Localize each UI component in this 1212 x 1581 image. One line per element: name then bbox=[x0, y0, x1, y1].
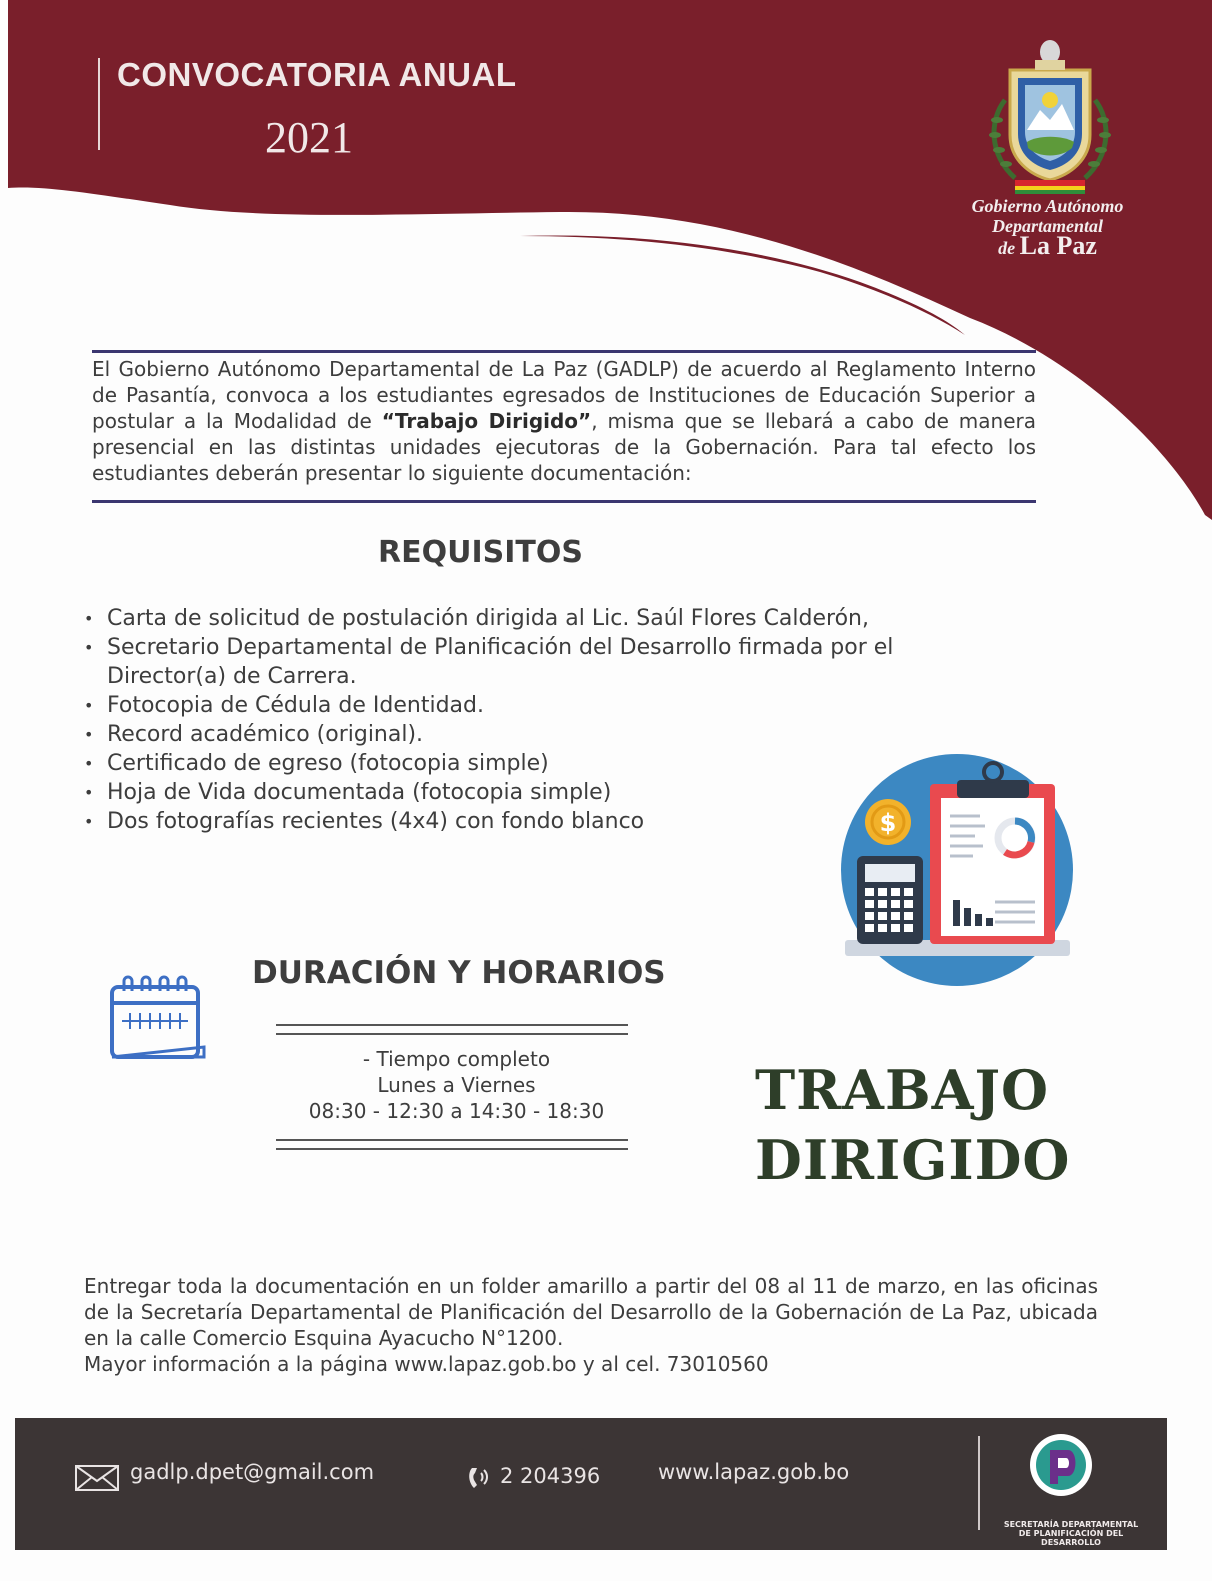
intro-paragraph bbox=[92, 356, 1036, 486]
svg-text:$: $ bbox=[879, 809, 897, 837]
organization-name bbox=[945, 196, 1150, 258]
org-name-la-paz: La Paz bbox=[1019, 231, 1097, 260]
requirement-text: Record académico (original). bbox=[107, 722, 424, 747]
intro-top-rule bbox=[92, 350, 1036, 353]
secretaria-name-line2: DE PLANIFICACIÓN DEL bbox=[1018, 1529, 1124, 1538]
phone-icon bbox=[466, 1464, 490, 1492]
secretaria-name-line1: SECRETARÍA DEPARTAMENTAL bbox=[1003, 1520, 1139, 1529]
convocatoria-year: 2021 bbox=[265, 113, 353, 162]
requirement-item bbox=[84, 749, 944, 778]
header-divider bbox=[98, 58, 100, 150]
bullet-icon: • bbox=[84, 638, 94, 657]
intro-text-start: El Gobierno Autónomo Departamental de La Paz (GADLP) de acuerdo al Reglamento Interno de Pasantía, convoca a los estudiantes egresados de Instituciones de Educación Superior a postular a la Modalidad de bbox=[92, 357, 1036, 433]
bullet-icon: • bbox=[84, 754, 94, 773]
intro-bottom-rule bbox=[92, 500, 1036, 503]
schedule-line-hours: 08:30 - 12:30 a 14:30 - 18:30 bbox=[308, 1099, 605, 1123]
intro-highlight: “Trabajo Dirigido” bbox=[381, 409, 592, 433]
envelope-icon bbox=[74, 1464, 120, 1492]
banner-line-dirigido: DIRIGIDO bbox=[755, 1128, 1071, 1192]
requirement-text: Carta de solicitud de postulación dirigida al Lic. Saúl Flores Calderón, bbox=[107, 606, 869, 631]
banner-line-trabajo: TRABAJO bbox=[755, 1058, 1050, 1122]
footer-phone[interactable]: 2 204396 bbox=[500, 1464, 601, 1488]
bullet-icon: • bbox=[84, 696, 94, 715]
schedule-line-days: Lunes a Viernes bbox=[377, 1073, 536, 1097]
requirement-text: Fotocopia de Cédula de Identidad. bbox=[107, 693, 484, 718]
requirements-title: REQUISITOS bbox=[378, 535, 583, 570]
requirement-item bbox=[84, 604, 944, 633]
org-name-line1: Gobierno Autónomo bbox=[971, 196, 1124, 216]
secretaria-logo-icon bbox=[1028, 1432, 1094, 1498]
requirement-text: Secretario Departamental de Planificación del Desarrollo firmada por el Director(a) de Carrera. bbox=[107, 635, 894, 689]
requirement-item bbox=[84, 633, 944, 691]
bullet-icon: • bbox=[84, 783, 94, 802]
secretaria-name-line3: DESARROLLO bbox=[1041, 1538, 1101, 1547]
bullet-icon: • bbox=[84, 812, 94, 831]
secretaria-name bbox=[996, 1520, 1146, 1547]
more-info-text: Mayor información a la página www.lapaz.gob.bo y al cel. 73010560 bbox=[84, 1352, 769, 1376]
requirements-list bbox=[84, 604, 944, 836]
org-name-prefix: de bbox=[998, 238, 1016, 258]
footer-email[interactable]: gadlp.dpet@gmail.com bbox=[130, 1460, 375, 1484]
org-name-line2: Departamental bbox=[992, 216, 1103, 236]
requirement-item bbox=[84, 778, 944, 807]
requirement-text: Hoja de Vida documentada (fotocopia simple) bbox=[107, 780, 612, 805]
duration-title: DURACIÓN Y HORARIOS bbox=[252, 955, 666, 991]
requirement-text: Certificado de egreso (fotocopia simple) bbox=[107, 751, 549, 776]
delivery-text: Entregar toda la documentación en un folder amarillo a partir del 08 al 11 de marzo, en las oficinas de la Secretaría Departamental de Planificación del Desarrollo de la Gobernación de La Paz, ubicada en la calle Comercio Esquina Ayacucho N°1200. bbox=[84, 1274, 1098, 1350]
bullet-icon: • bbox=[84, 609, 94, 628]
schedule-top-double-rule bbox=[276, 1024, 628, 1035]
schedule-block bbox=[300, 1046, 613, 1124]
footer-divider bbox=[978, 1436, 980, 1530]
delivery-info bbox=[84, 1273, 1098, 1377]
convocatoria-title: CONVOCATORIA ANUAL bbox=[117, 56, 517, 93]
schedule-bottom-double-rule bbox=[276, 1139, 628, 1150]
requirement-text: Dos fotografías recientes (4x4) con fondo blanco bbox=[107, 809, 645, 834]
coat-of-arms-icon bbox=[975, 30, 1125, 195]
requirement-item bbox=[84, 807, 944, 836]
intro-text-end: , misma que se llebará a cabo de manera presencial en las distintas unidades ejecutoras de la Gobernación. Para tal efecto los estudiantes deberán presentar lo siguiente documentación: bbox=[92, 409, 1036, 485]
requirement-item bbox=[84, 691, 944, 720]
clipboard-calculator-illustration bbox=[835, 752, 1080, 987]
bullet-icon: • bbox=[84, 725, 94, 744]
schedule-line-duration: - Tiempo completo bbox=[362, 1047, 551, 1071]
calendar-icon bbox=[108, 975, 208, 1065]
footer-website[interactable]: www.lapaz.gob.bo bbox=[658, 1460, 850, 1484]
requirement-item bbox=[84, 720, 944, 749]
